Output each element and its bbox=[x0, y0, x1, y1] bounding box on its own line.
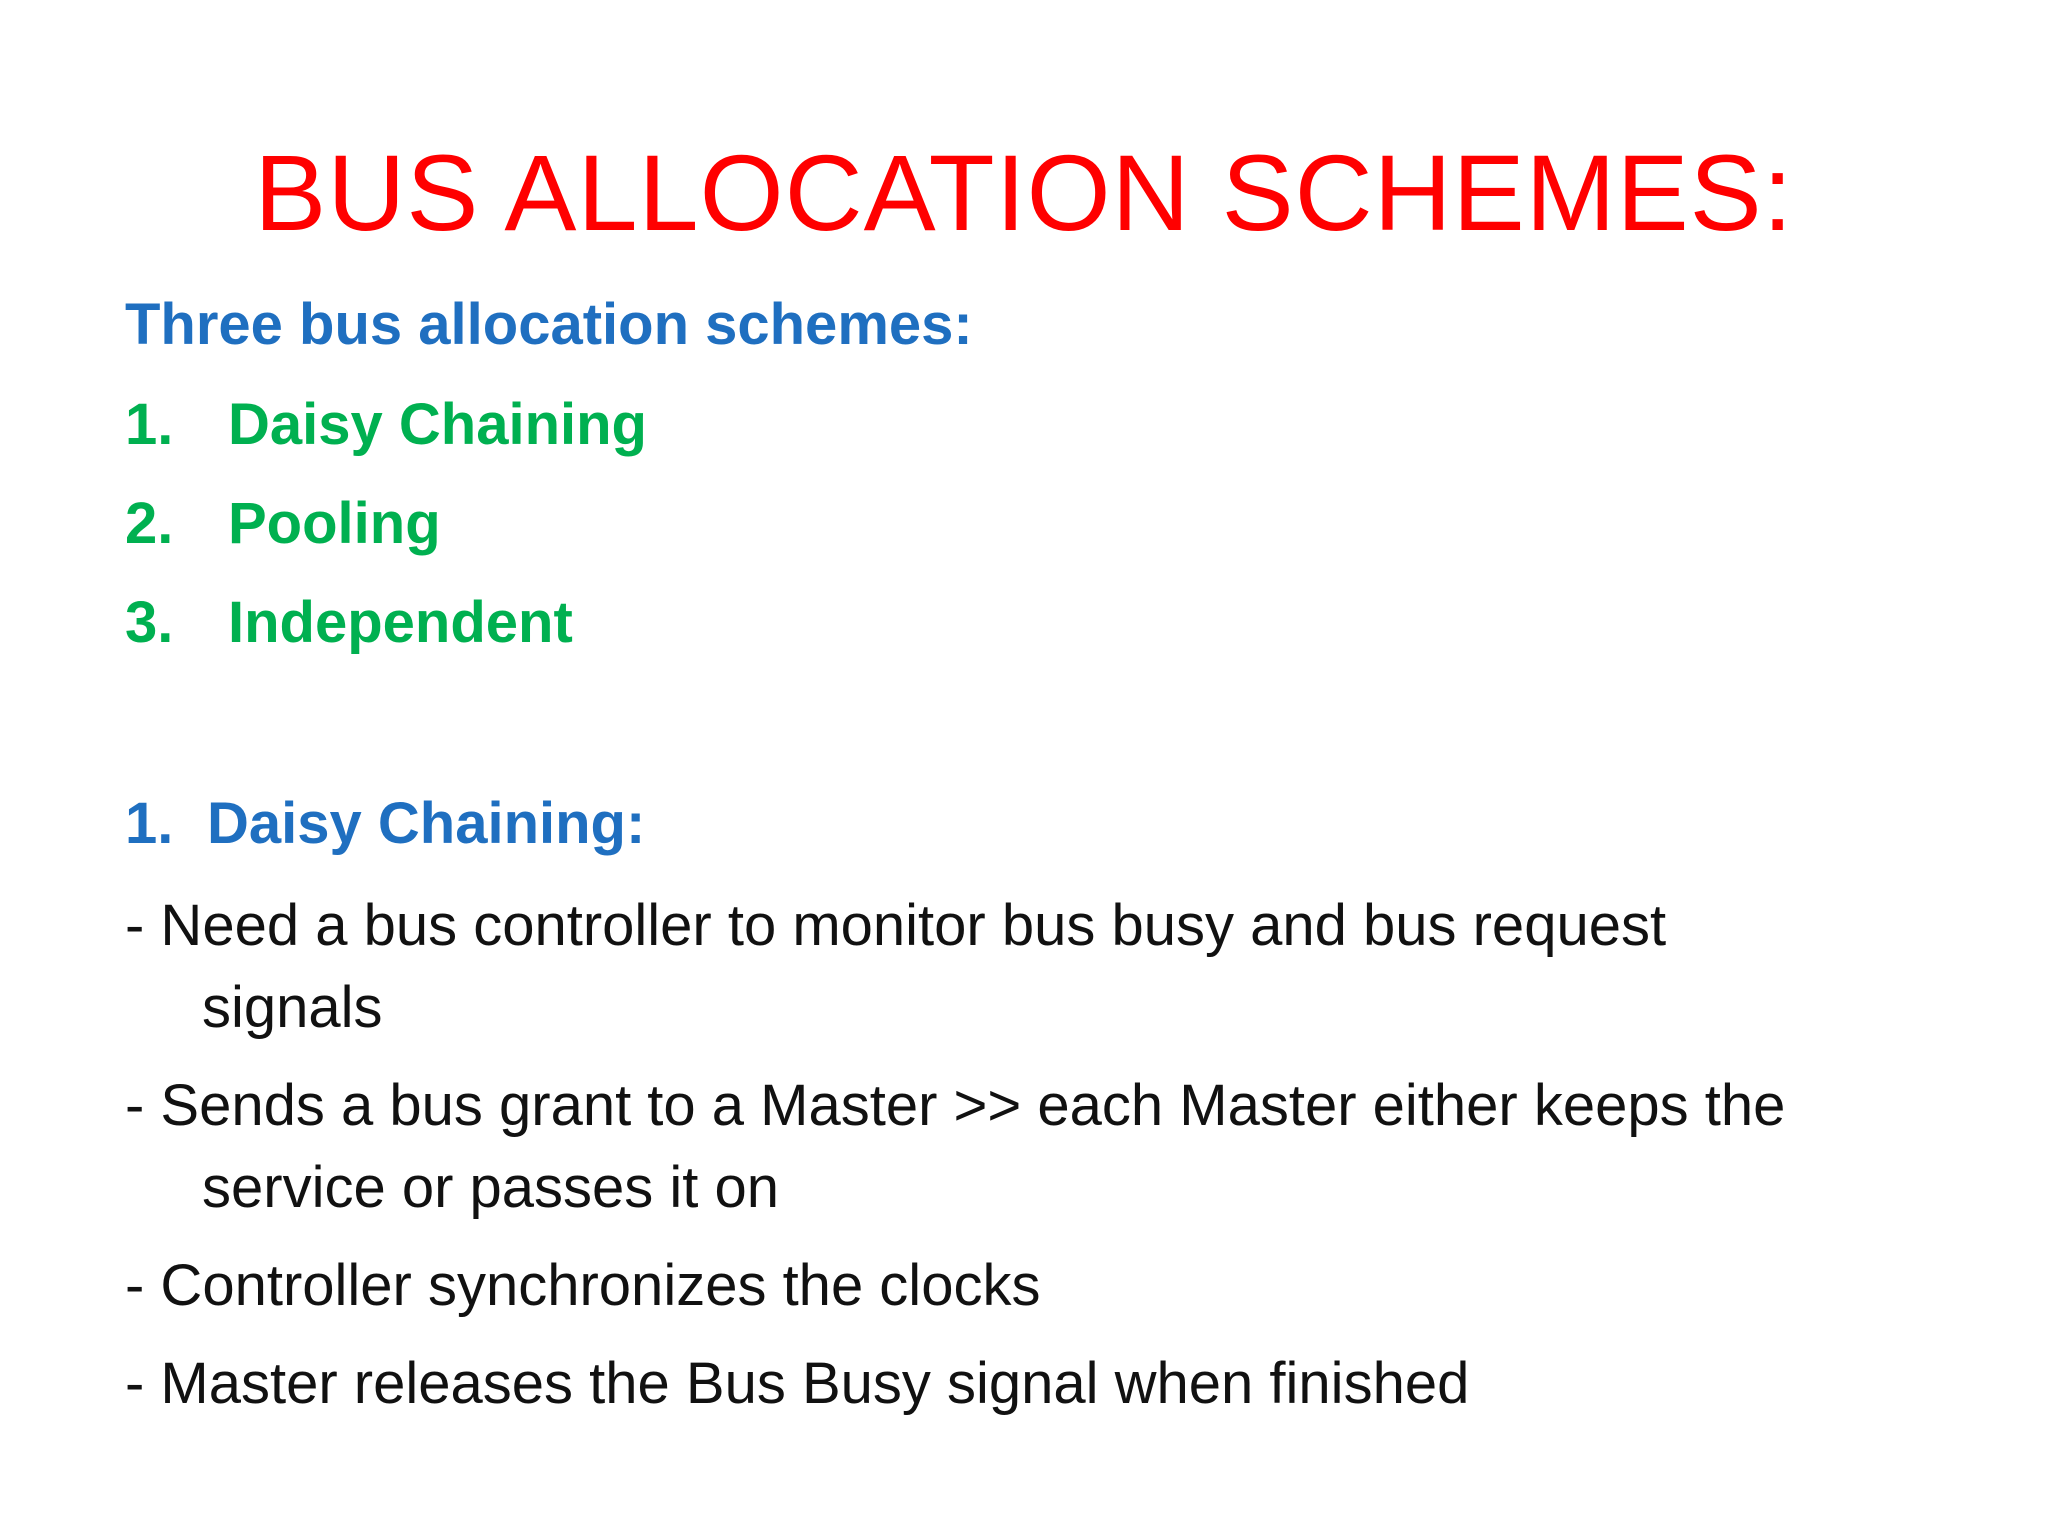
bullet-text: - Controller synchronizes the clocks bbox=[125, 1253, 1041, 1318]
bullet-point bbox=[125, 1065, 1985, 1229]
bullet-text: - Need a bus controller to monitor bus busy and bus request bbox=[125, 893, 1667, 958]
bullet-list bbox=[125, 885, 1985, 1441]
list-item-number: 3. bbox=[125, 590, 174, 655]
slide-title: BUS ALLOCATION SCHEMES: bbox=[254, 132, 1794, 253]
section-number: 1. bbox=[125, 791, 174, 856]
bullet-point bbox=[125, 1343, 1985, 1425]
bullet-text-continuation: service or passes it on bbox=[202, 1155, 780, 1220]
list-item-number: 1. bbox=[125, 392, 174, 457]
list-item bbox=[125, 390, 647, 489]
bullet-point bbox=[125, 885, 1985, 1049]
list-item-label: Independent bbox=[228, 590, 573, 655]
list-item-label: Daisy Chaining bbox=[228, 392, 647, 457]
bullet-text: - Sends a bus grant to a Master >> each Master either keeps the bbox=[125, 1073, 1786, 1138]
list-item-label: Pooling bbox=[228, 491, 441, 556]
list-item bbox=[125, 489, 647, 588]
bullet-text: - Master releases the Bus Busy signal when finished bbox=[125, 1351, 1470, 1416]
list-item-number: 2. bbox=[125, 491, 174, 556]
intro-heading: Three bus allocation schemes: bbox=[125, 292, 973, 357]
section-heading bbox=[125, 789, 645, 859]
scheme-list bbox=[125, 390, 647, 687]
bullet-point bbox=[125, 1245, 1985, 1327]
section-title: Daisy Chaining: bbox=[207, 791, 646, 856]
bullet-text-continuation: signals bbox=[202, 975, 383, 1040]
list-item bbox=[125, 588, 647, 687]
